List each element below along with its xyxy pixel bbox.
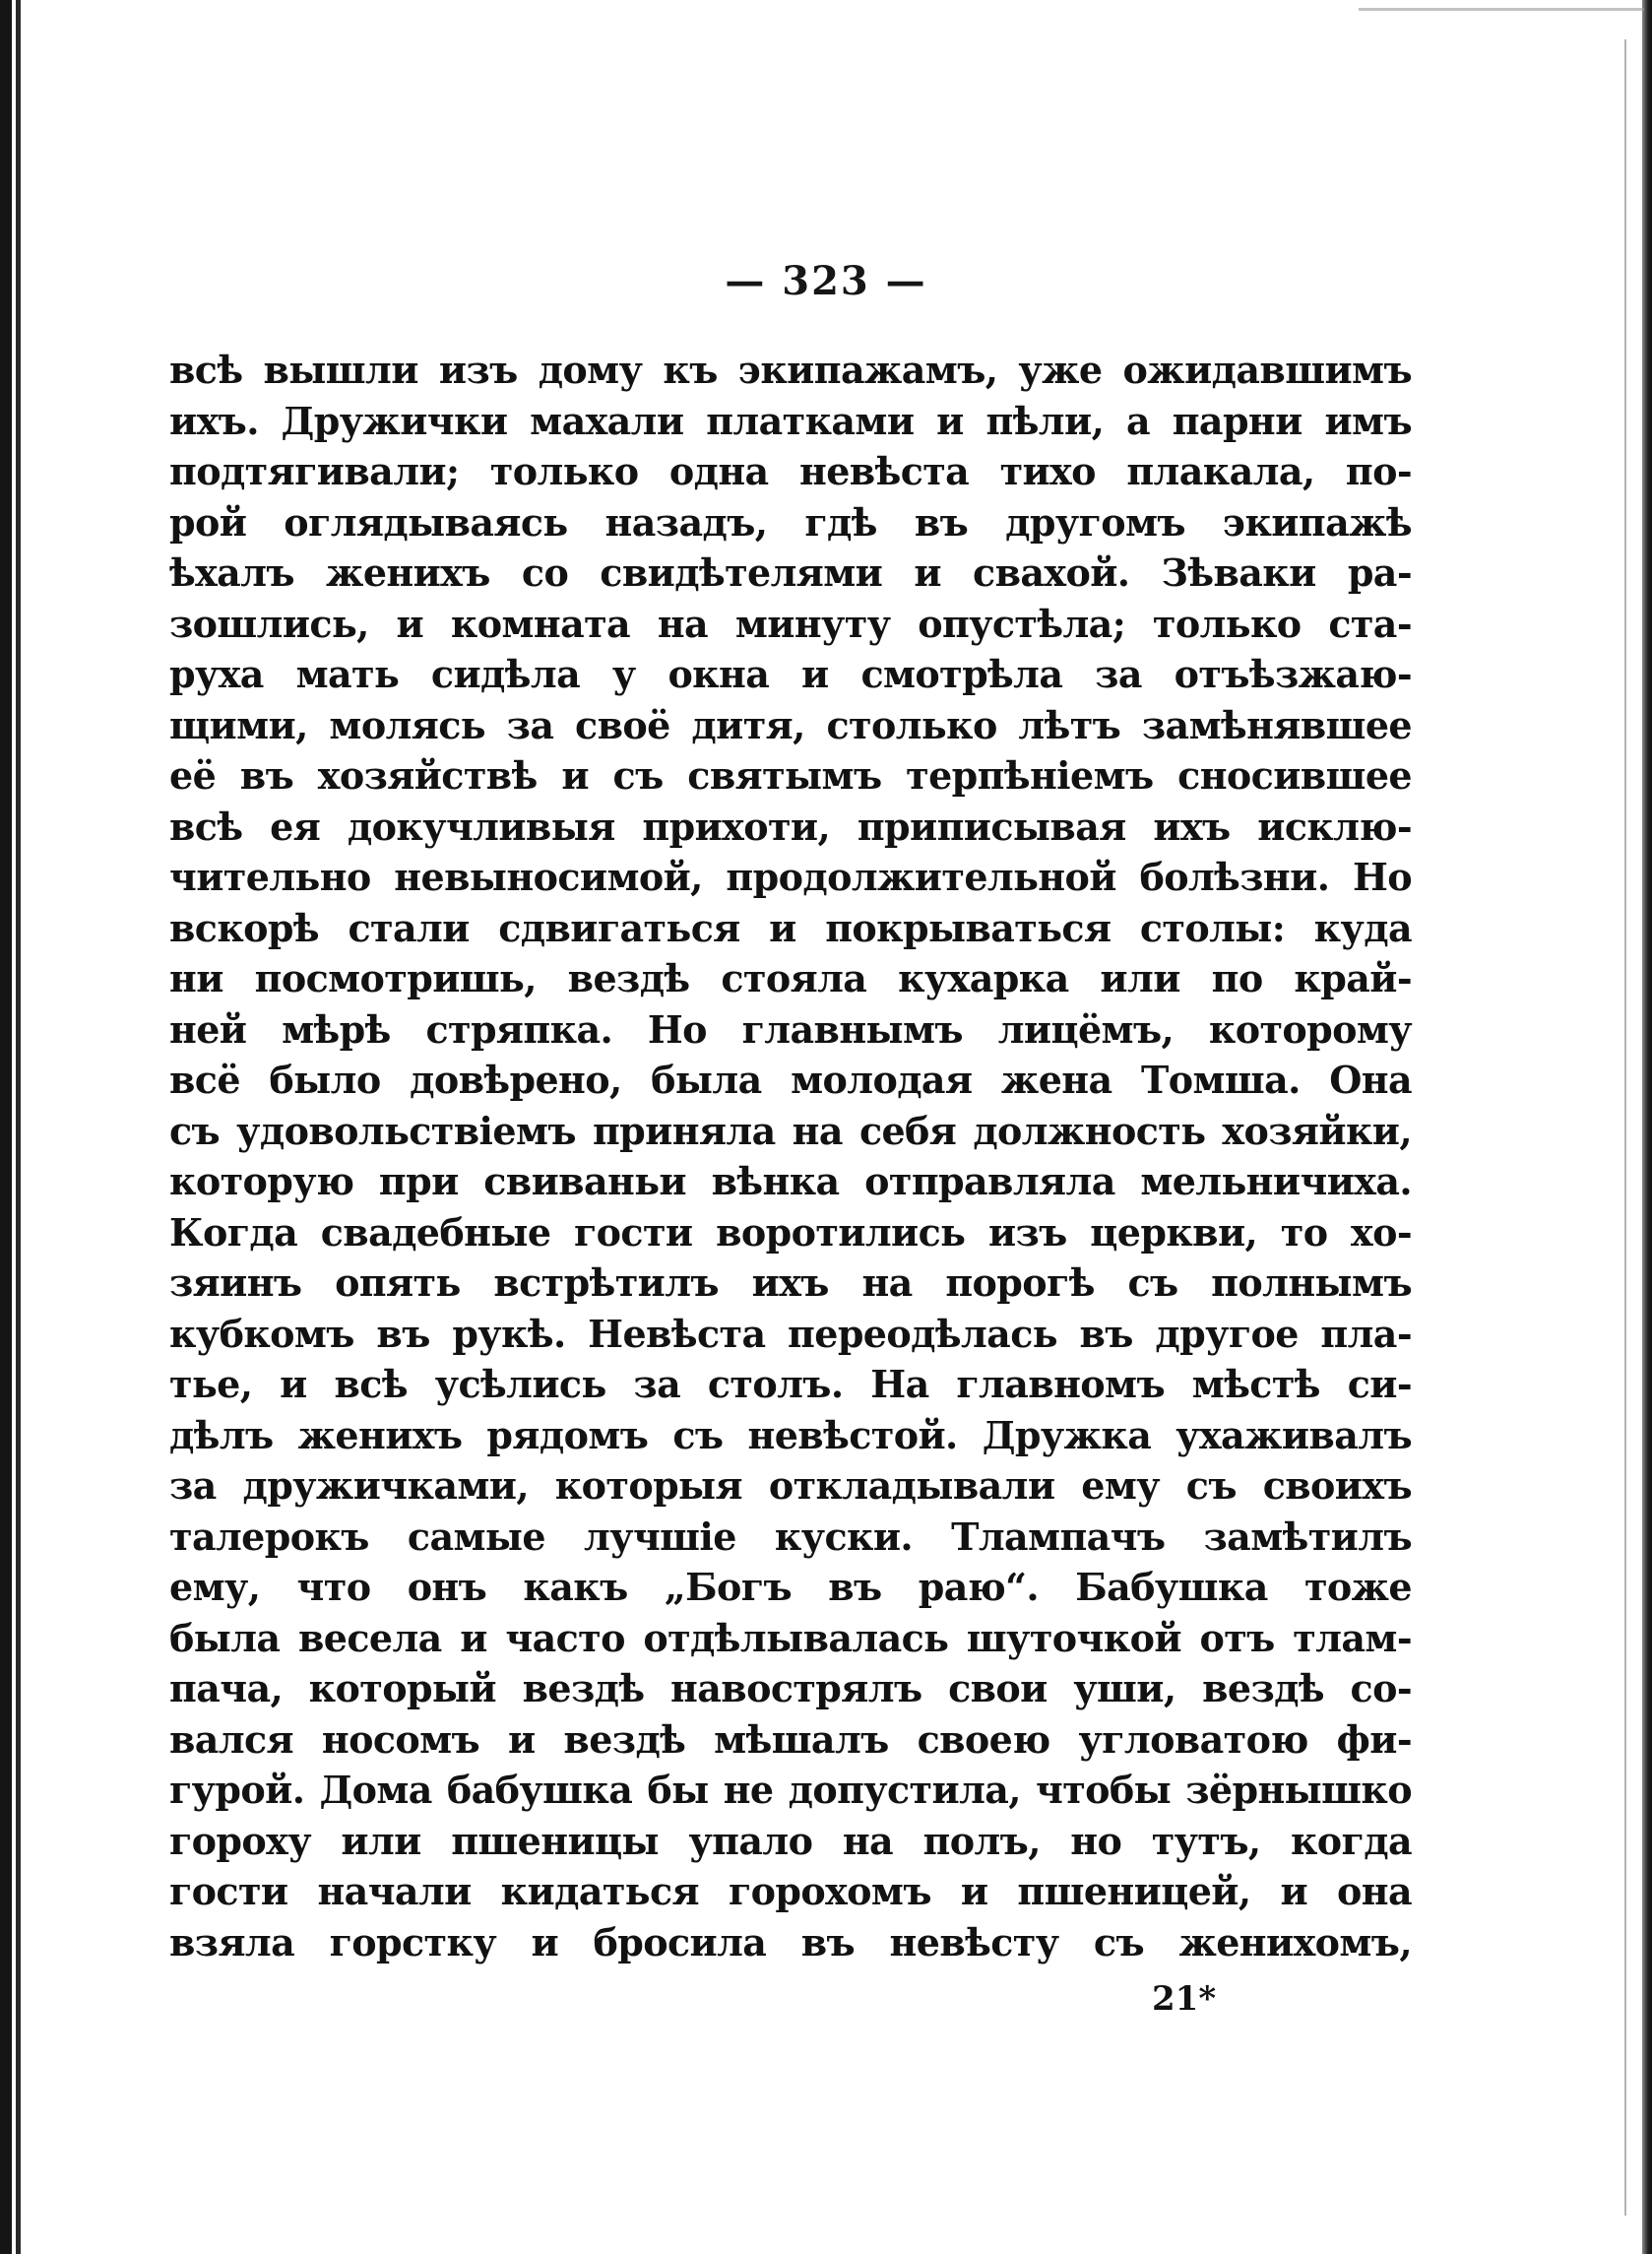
signature-mark: 21* (1152, 1979, 1217, 2019)
text-line: чительно невыносимой, продолжительной болѣзни. Но (169, 855, 1412, 899)
text-line: взяла горстку и бросила въ невѣсту съ женихомъ, (169, 1919, 1412, 1964)
text-line: съ удовольствіемъ приняла на себя должность хозяйки, (169, 1108, 1412, 1153)
text-line: ихъ. Дружички махали платками и пѣли, а парни имъ (169, 398, 1412, 443)
text-line: которую при свиваньи вѣнка отправляла мельничиха. (169, 1159, 1412, 1203)
text-line: гороху или пшеницы упало на полъ, но тутъ, когда (169, 1818, 1412, 1863)
text-line: всѣ вышли изъ дому къ экипажамъ, уже ожидавшимъ (169, 348, 1412, 392)
scan-edge-right-line (1624, 39, 1626, 2216)
text-line: ему, что онъ какъ „Богъ въ раю“. Бабушка тоже (169, 1565, 1412, 1609)
text-line: талерокъ самые лучшіе куски. Тлампачъ замѣтилъ (169, 1513, 1412, 1559)
text-line: ѣхалъ женихъ со свидѣтелями и свахой. Зѣваки ра- (169, 550, 1412, 595)
text-line: дѣлъ женихъ рядомъ съ невѣстой. Дружка ухаживалъ (169, 1412, 1412, 1457)
text-line: ни посмотришь, вездѣ стояла кухарка или по край- (169, 956, 1412, 1000)
text-line: тье, и всѣ усѣлись за столъ. На главномъ мѣстѣ си- (169, 1362, 1412, 1406)
text-line: ней мѣрѣ стряпка. Но главнымъ лицёмъ, которому (169, 1006, 1412, 1052)
text-line: рой оглядываясь назадъ, гдѣ въ другомъ экипажѣ (169, 499, 1412, 545)
text-line: за дружичками, которыя откладывали ему съ своихъ (169, 1463, 1412, 1508)
text-line: вался носомъ и вездѣ мѣшалъ своею угловатою фи- (169, 1716, 1412, 1762)
text-line: гости начали кидаться горохомъ и пшеницей, и она (169, 1869, 1412, 1913)
page-number-header: — 323 — (725, 258, 927, 304)
text-line: всѣ ея докучливыя прихоти, приписывая ихъ исклю- (169, 804, 1412, 849)
text-line: вскорѣ стали сдвигаться и покрываться столы: куда (169, 905, 1412, 950)
scan-edge-left-inner (16, 0, 21, 2254)
scan-edge-left (0, 0, 12, 2254)
text-line: Когда свадебные гости воротились изъ церкви, то хо- (169, 1209, 1412, 1255)
text-line: кубкомъ въ рукѣ. Невѣста переодѣлась въ другое пла- (169, 1311, 1412, 1356)
text-line: щими, молясь за своё дитя, столько лѣтъ замѣнявшее (169, 702, 1412, 747)
text-line: подтягивали; только одна невѣста тихо плакала, по- (169, 449, 1412, 493)
text-line: зяинъ опять встрѣтилъ ихъ на порогѣ съ полнымъ (169, 1260, 1412, 1305)
text-line: руха мать сидѣла у окна и смотрѣла за отъѣзжаю- (169, 652, 1412, 696)
scan-edge-top (1359, 8, 1644, 11)
scan-edge-right (1642, 0, 1652, 2254)
text-line: всё было довѣрено, была молодая жена Томша. Она (169, 1058, 1412, 1102)
text-line: пача, который вездѣ навострялъ свои уши, вездѣ со- (169, 1666, 1412, 1710)
body-text (169, 345, 1412, 1967)
text-line: была весела и часто отдѣлывалась шуточкой отъ тлам- (169, 1615, 1412, 1660)
text-line: гурой. Дома бабушка бы не допустила, чтобы зёрнышко (169, 1768, 1412, 1812)
text-line: зошлись, и комната на минуту опустѣла; только ста- (169, 601, 1412, 646)
text-line: её въ хозяйствѣ и съ святымъ терпѣніемъ сносившее (169, 753, 1412, 798)
